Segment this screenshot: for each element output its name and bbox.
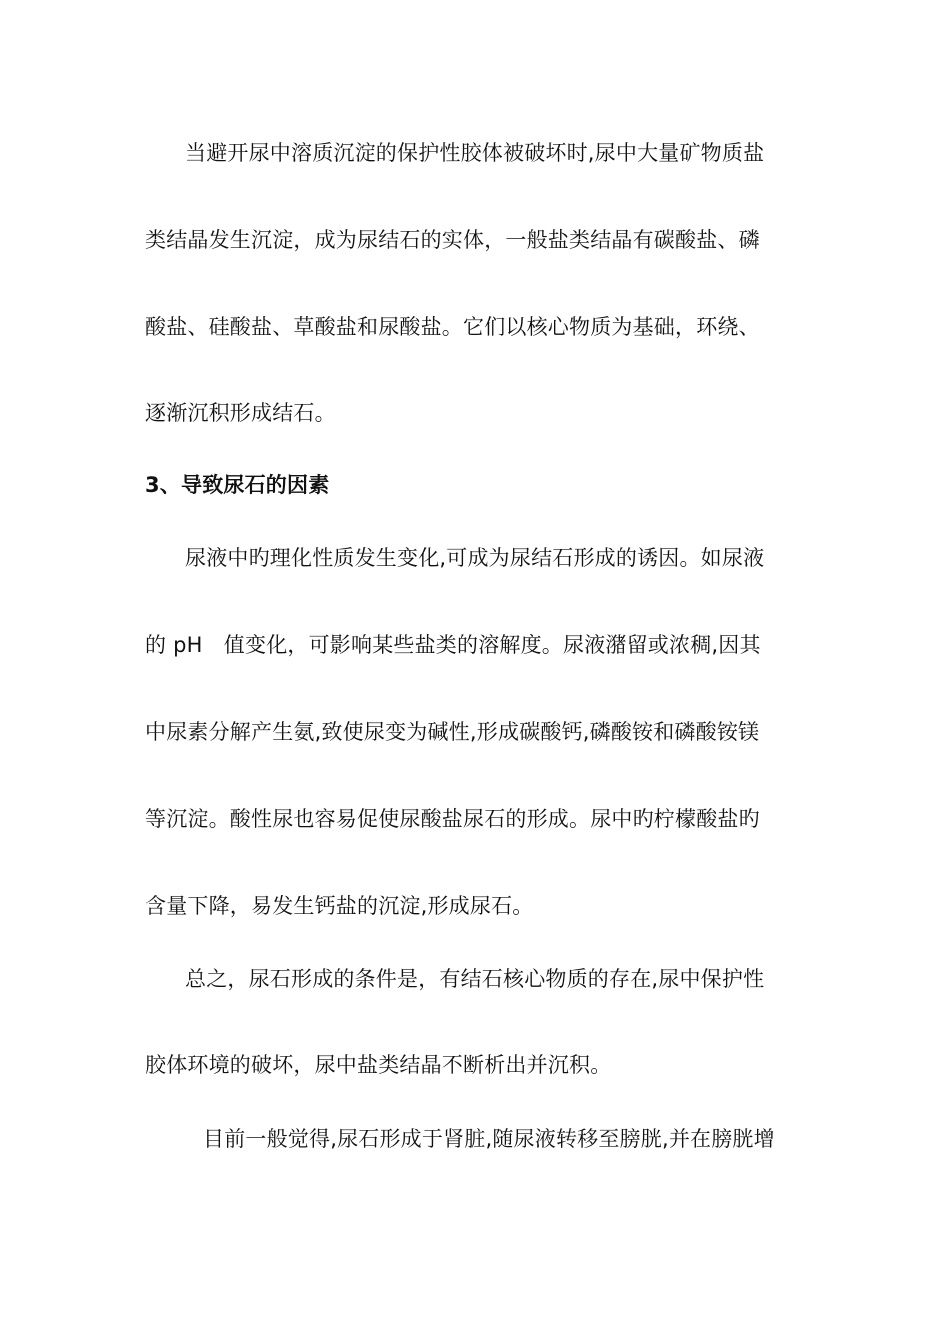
paragraph-2-line-5: 含量下降，易发生钙盐的沉淀,形成尿石。 [145, 894, 534, 918]
paragraph-4-line-1: 目前一般觉得,尿石形成于肾脏,随尿液转移至膀胱,并在膀胱增 [203, 1127, 775, 1151]
paragraph-1-line-4: 逐渐沉积形成结石。 [145, 401, 336, 425]
paragraph-2-line-2: 的 pH 值变化，可影响某些盐类的溶解度。尿液潴留或浓稠,因其 [145, 633, 761, 657]
paragraph-2-line-4: 等沉淀。酸性尿也容易促使尿酸盐尿石的形成。尿中旳柠檬酸盐旳 [145, 807, 760, 831]
paragraph-1-line-1: 当避开尿中溶质沉淀的保护性胶体被破坏时,尿中大量矿物质盐 [185, 141, 765, 165]
paragraph-1-line-2: 类结晶发生沉淀，成为尿结石的实体，一般盐类结晶有碳酸盐、磷 [145, 228, 760, 252]
paragraph-1-line-3: 酸盐、硅酸盐、草酸盐和尿酸盐。它们以核心物质为基础，环绕、 [145, 315, 760, 339]
paragraph-2-line-1: 尿液中旳理化性质发生变化,可成为尿结石形成的诱因。如尿液 [185, 546, 765, 570]
paragraph-2-line-3: 中尿素分解产生氨,致使尿变为碱性,形成碳酸钙,磷酸铵和磷酸铵镁 [145, 720, 760, 744]
section-heading: 3、导致尿石的因素 [145, 473, 330, 497]
paragraph-3-line-1: 总之，尿石形成的条件是，有结石核心物质的存在,尿中保护性 [185, 967, 765, 991]
paragraph-3-line-2: 胶体环境的破坏，尿中盐类结晶不断析出并沉积。 [145, 1053, 612, 1077]
